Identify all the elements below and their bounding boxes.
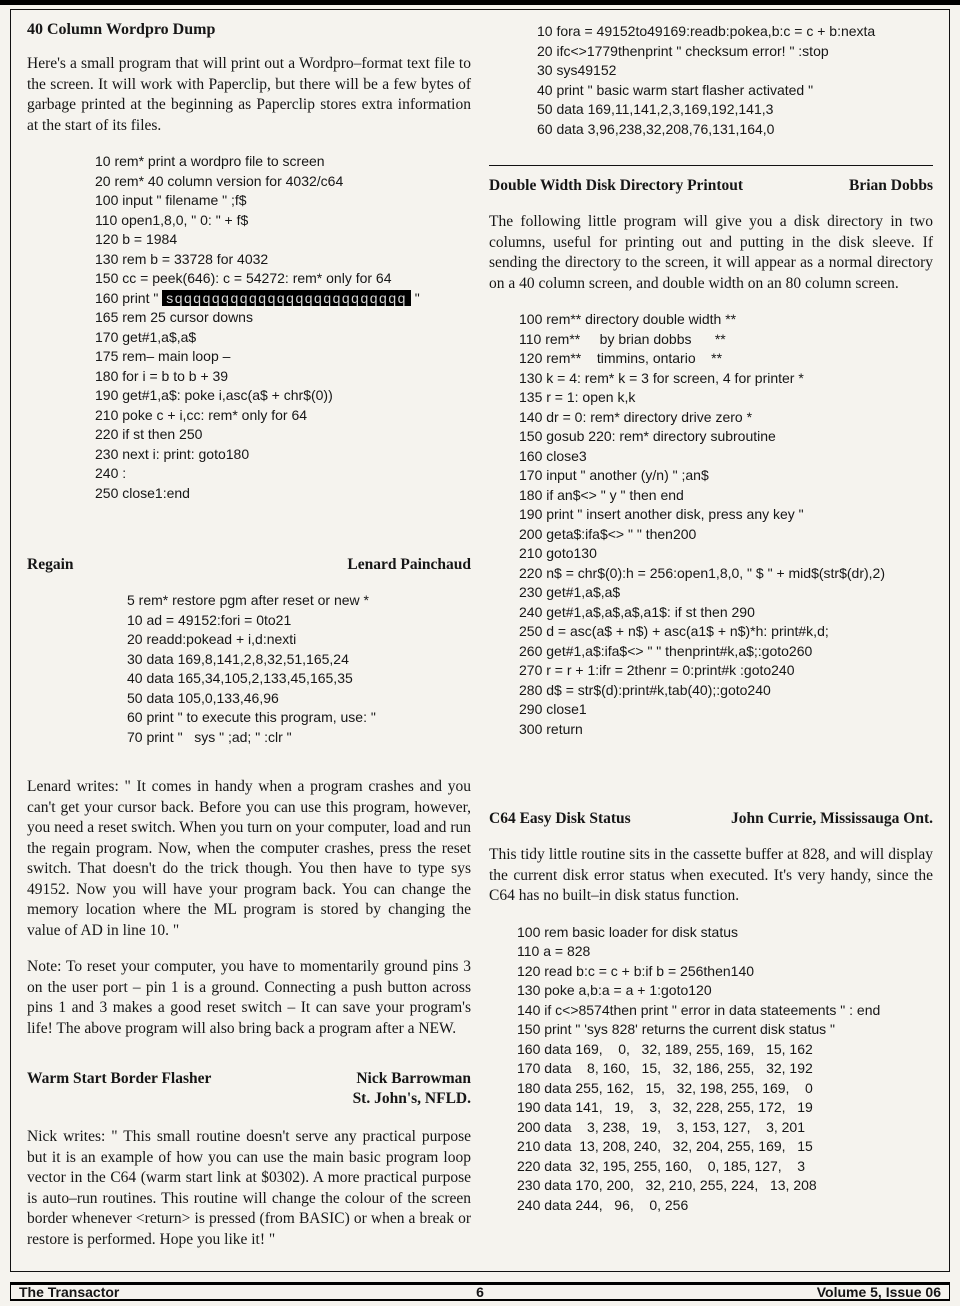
code-line: 200 data 3, 238, 19, 3, 153, 127, 3, 201 xyxy=(517,1118,805,1135)
code-listing-disk-status xyxy=(517,923,933,1216)
paragraph-nick-writes: Nick writes: " This small routine doesn't serve any practical purpose but it is an example of how you can use the main basic program loop vector in the C64 (warm start link at $0302). A more practical purpose is auto–run routines. This routine will change the colour of the screen border whenever <return> is pressed (from BASIC) or when a break or restore is performed. Hope you like it! " xyxy=(27,1128,471,1248)
code-line: 10 fora = 49152to49169:readb:pokea,b:c = c + b:nexta xyxy=(537,23,876,39)
code-line: 150 print " 'sys 828' returns the current disk status " xyxy=(517,1021,835,1037)
code-line: 210 data 13, 208, 240, 32, 204, 255, 169, 15 xyxy=(517,1138,813,1154)
code-line: 100 rem basic loader for disk status xyxy=(517,923,738,940)
code-line: 220 data 32, 195, 255, 160, 0, 185, 127, 3 xyxy=(517,1157,806,1174)
code-line: 165 rem 25 cursor downs xyxy=(95,309,253,325)
footer-magazine-name: The Transactor xyxy=(19,1284,120,1300)
author-warm-start xyxy=(353,1069,471,1109)
code-line: 40 data 165,34,105,2,133,45,165,35 xyxy=(127,670,353,686)
page-footer xyxy=(10,1282,950,1301)
code-line: 290 close1 xyxy=(519,701,587,717)
code-line: 230 data 170, 200, 32, 210, 255, 224, 13, 208 xyxy=(517,1177,817,1193)
code-block-disk-status xyxy=(517,923,933,1216)
code-line: 240 data 244, 96, 0, 256 xyxy=(517,1196,689,1213)
code-line: 230 next i: print: goto180 xyxy=(95,445,250,462)
reverse-video-segment: sqqqqqqqqqqqqqqqqqqqqqqqqq xyxy=(162,290,411,306)
code-line: 60 data 3,96,238,32,208,76,131,164,0 xyxy=(537,120,775,137)
article-title-regain: Regain xyxy=(27,556,74,573)
code-line: 10 ad = 49152:fori = 0to21 xyxy=(127,611,292,628)
code-listing-double-width xyxy=(519,310,933,739)
code-line: 140 dr = 0: rem* directory drive zero * xyxy=(519,408,753,425)
code-line: 30 data 169,8,141,2,8,32,51,165,24 xyxy=(127,650,349,667)
code-line: 100 input " filename " ;f$ xyxy=(95,192,247,208)
code-line: 260 get#1,a$:ifa$<> " " thenprint#k,a$;:goto260 xyxy=(519,642,813,659)
code-line: 100 rem** directory double width ** xyxy=(519,311,737,327)
code-line: 50 data 105,0,133,46,96 xyxy=(127,689,279,706)
paragraph-wordpro-intro: Here's a small program that will print out a Wordpro–format text file to the screen. It will work with Paperclip, but there will be a few bytes of garbage printed at the beginning as Paperclip stores extra information at the start of its files. xyxy=(27,55,471,134)
section-header-warm-start xyxy=(27,1069,471,1109)
article-title-double-width: Double Width Disk Directory Printout xyxy=(489,177,744,194)
code-line: 170 input " another (y/n) " ;an$ xyxy=(519,467,709,483)
code-block-double-width xyxy=(519,310,933,739)
code-line: 180 data 255, 162, 15, 32, 198, 255, 169, 0 xyxy=(517,1079,813,1096)
paragraph-disk-status-intro: This tidy little routine sits in the cassette buffer at 828, and will display the current disk error status when executed. It's very handy, since the C64 has no built–in disk status function. xyxy=(489,846,933,904)
code-line: 300 return xyxy=(519,720,583,737)
code-block-regain xyxy=(127,591,471,747)
section-header-double-width xyxy=(489,176,933,196)
code-line: 175 rem– main loop – xyxy=(95,348,231,364)
section-divider-rule xyxy=(489,165,933,166)
right-column xyxy=(489,20,933,1250)
code-listing-flasher-loader xyxy=(537,22,933,139)
code-line: 135 r = 1: open k,k xyxy=(519,389,636,405)
code-line: 160 close3 xyxy=(519,447,587,464)
code-line: 30 sys49152 xyxy=(537,62,617,78)
two-column-layout xyxy=(27,20,933,1250)
code-line: 110 open1,8,0, " 0: " + f$ xyxy=(95,211,249,228)
code-line: 200 geta$:ifa$<> " " then200 xyxy=(519,525,697,542)
section-header-regain xyxy=(27,555,471,575)
code-line: 190 get#1,a$: poke i,asc(a$ + chr$(0)) xyxy=(95,387,333,403)
code-line-160-reverse-video xyxy=(95,289,471,309)
code-line: 20 rem* 40 column version for 4032/c64 xyxy=(95,172,344,189)
code-line: 140 if c<>8574then print " error in data stateements " : end xyxy=(517,1001,881,1018)
author-disk-status: John Currie, Mississauga Ont. xyxy=(731,810,933,827)
code-line: 40 print " basic warm start flasher activated " xyxy=(537,81,814,98)
code-line: 120 rem** timmins, ontario ** xyxy=(519,350,723,366)
code-line: 70 print " sys " ;ad; " :clr " xyxy=(127,728,292,745)
code-line: 10 rem* print a wordpro file to screen xyxy=(95,153,325,169)
code-line: 250 close1:end xyxy=(95,484,190,501)
article-title-wordpro: 40 Column Wordpro Dump xyxy=(27,21,216,38)
code-line: 250 d = asc(a$ + n$) + asc(a1$ + n$)*h: print#k,d; xyxy=(519,623,829,639)
footer-volume-issue: Volume 5, Issue 06 xyxy=(816,1284,941,1300)
code-line: 180 if an$<> " y " then end xyxy=(519,486,684,503)
code-line: 190 print " insert another disk, press any key " xyxy=(519,506,804,522)
code-line: 270 r = r + 1:ifr = 2thenr = 0:print#k :goto240 xyxy=(519,662,795,678)
code-block-flasher-loader xyxy=(537,22,933,139)
page-top-edge xyxy=(0,0,960,5)
paragraph-lenard-writes: Lenard writes: " It comes in handy when a program crashes and you can't get your cursor back. Before you can use this program, however, you need a reset switch. When you turn on your computer, load and run the regain program. Now, when the computer crashes, press the reset switch. That doesn't do the trick though. You then have to type sys 49152. Now you will have your program back. You can change the memory location where the ML program is stored by changing the value of AD in line 10. " xyxy=(27,778,471,939)
code-line: 60 print " to execute this program, use: " xyxy=(127,709,376,725)
code-line: 220 if st then 250 xyxy=(95,426,203,442)
code-line: 210 goto130 xyxy=(519,545,597,561)
code-line: 20 ifc<>1779thenprint " checksum error! " :stop xyxy=(537,42,829,59)
article-title-warm-start: Warm Start Border Flasher xyxy=(27,1070,212,1087)
code-line: 130 rem b = 33728 for 4032 xyxy=(95,250,269,267)
code-line: 130 poke a,b:a = a + 1:goto120 xyxy=(517,982,712,998)
code-listing-regain xyxy=(127,591,471,747)
code-line: 110 a = 828 xyxy=(517,943,591,959)
author-warm-start-name: Nick Barrowman xyxy=(356,1070,471,1087)
code-block-wordpro-after xyxy=(95,308,471,503)
code-line-160-suffix: " xyxy=(410,289,420,306)
code-line-160-prefix: 160 print " xyxy=(95,289,163,306)
article-title-disk-status: C64 Easy Disk Status xyxy=(489,810,631,827)
code-line: 160 data 169, 0, 32, 189, 255, 169, 15, 162 xyxy=(517,1040,813,1057)
paragraph-reset-note: Note: To reset your computer, you have to momentarily ground pins 3 on the user port – pin 1 is a ground. Connecting a push button across pins 1 and 3 makes a good reset switch – It can save your program's life! The above program will also bring back a program after a NEW. xyxy=(27,958,471,1037)
code-listing-wordpro xyxy=(95,152,471,503)
code-line: 220 n$ = chr$(0):h = 256:open1,8,0, " $ " + mid$(str$(dr),2) xyxy=(519,564,885,581)
code-line: 50 data 169,11,141,2,3,169,192,141,3 xyxy=(537,101,774,117)
code-block-wordpro-before xyxy=(95,152,471,289)
code-line: 120 read b:c = c + b:if b = 256then140 xyxy=(517,962,755,979)
paragraph-double-width-intro: The following little program will give you a disk directory in two columns, useful for printing out and putting in the disk sleeve. If sending the directory to the screen, it will appear as a normal directory on a 40 column screen, and double width on an 80 column screen. xyxy=(489,213,933,292)
left-column xyxy=(27,20,471,1250)
author-warm-start-city: St. John's, NFLD. xyxy=(352,1090,471,1107)
magazine-page xyxy=(10,9,950,1272)
code-line: 190 data 141, 19, 3, 32, 228, 255, 172, 19 xyxy=(517,1099,813,1115)
code-line: 120 b = 1984 xyxy=(95,231,178,247)
code-line: 150 cc = peek(646): c = 54272: rem* only for 64 xyxy=(95,270,392,286)
section-header-disk-status xyxy=(489,809,933,829)
code-line: 20 readd:pokead + i,d:nexti xyxy=(127,631,297,647)
code-line: 5 rem* restore pgm after reset or new * xyxy=(127,592,369,608)
code-line: 210 poke c + i,cc: rem* only for 64 xyxy=(95,406,308,423)
code-line: 240 get#1,a$,a$,a$,a1$: if st then 290 xyxy=(519,603,755,620)
code-line: 170 get#1,a$,a$ xyxy=(95,328,197,345)
code-line: 230 get#1,a$,a$ xyxy=(519,584,621,600)
author-regain: Lenard Painchaud xyxy=(347,556,471,573)
code-line: 130 k = 4: rem* k = 3 for screen, 4 for printer * xyxy=(519,369,804,386)
code-line: 150 gosub 220: rem* directory subroutine xyxy=(519,428,776,444)
code-line: 110 rem** by brian dobbs ** xyxy=(519,330,726,347)
code-line: 180 for i = b to b + 39 xyxy=(95,367,229,384)
code-line: 240 : xyxy=(95,465,127,481)
author-double-width: Brian Dobbs xyxy=(849,177,933,194)
code-line: 280 d$ = str$(d):print#k,tab(40);:goto240 xyxy=(519,681,771,698)
footer-page-number: 6 xyxy=(476,1284,484,1300)
code-line: 170 data 8, 160, 15, 32, 186, 255, 32, 192 xyxy=(517,1060,813,1076)
